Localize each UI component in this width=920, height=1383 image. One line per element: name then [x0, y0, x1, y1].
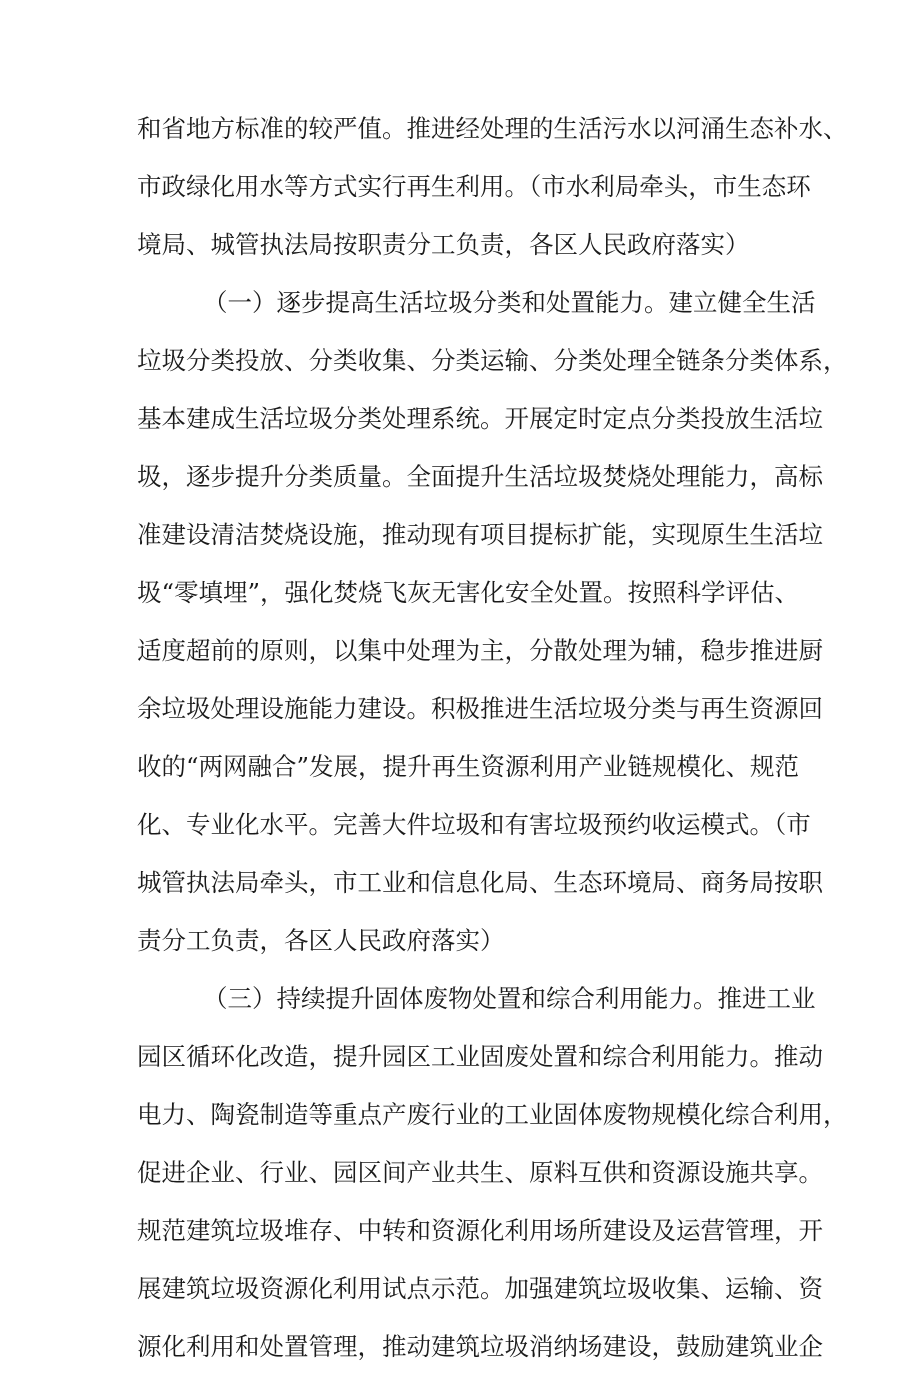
text-line: 源化利用和处置管理，推动建筑垃圾消纳场建设，鼓励建筑业企: [137, 1332, 823, 1361]
text-line: （一）逐步提高生活垃圾分类和处置能力。建立健全生活: [203, 288, 816, 317]
document-body: [137, 107, 848, 1383]
paragraph-2: [137, 281, 848, 977]
text-line: 垃圾分类投放、分类收集、分类运输、分类处理全链条分类体系，: [137, 346, 848, 375]
text-line: 市政绿化用水等方式实行再生利用。（市水利局牵头，市生态环: [137, 172, 811, 201]
text-line: 基本建成生活垃圾分类处理系统。开展定时定点分类投放生活垃: [137, 404, 823, 433]
text-line: （三）持续提升固体废物处置和综合利用能力。推进工业: [203, 984, 816, 1013]
text-line: 园区循环化改造，提升园区工业固废处置和综合利用能力。推动: [137, 1042, 823, 1071]
text-line: 收的“两网融合”发展，提升再生资源利用产业链规模化、规范: [137, 752, 800, 781]
text-line: 境局、城管执法局按职责分工负责，各区人民政府落实）: [137, 230, 750, 259]
text-line: 准建设清洁焚烧设施，推动现有项目提标扩能，实现原生生活垃: [137, 520, 823, 549]
text-line: 圾，逐步提升分类质量。全面提升生活垃圾焚烧处理能力，高标: [137, 462, 823, 491]
text-line: 电力、陶瓷制造等重点产废行业的工业固体废物规模化综合利用，: [137, 1100, 848, 1129]
text-line: 和省地方标准的较严值。推进经处理的生活污水以河涌生态补水、: [137, 114, 848, 143]
text-line: 余垃圾处理设施能力建设。积极推进生活垃圾分类与再生资源回: [137, 694, 823, 723]
paragraph-1: [137, 107, 848, 281]
text-line: 展建筑垃圾资源化利用试点示范。加强建筑垃圾收集、运输、资: [137, 1274, 823, 1303]
text-line: 化、专业化水平。完善大件垃圾和有害垃圾预约收运模式。（市: [137, 810, 811, 839]
text-line: 促进企业、行业、园区间产业共生、原料互供和资源设施共享。: [137, 1158, 823, 1187]
text-line: 城管执法局牵头，市工业和信息化局、生态环境局、商务局按职: [137, 868, 823, 897]
text-line: 适度超前的原则，以集中处理为主，分散处理为辅，稳步推进厨: [137, 636, 823, 665]
text-line: 圾“零填埋”，强化焚烧飞灰无害化安全处置。按照科学评估、: [137, 578, 800, 607]
paragraph-3: [137, 977, 848, 1383]
text-line: 规范建筑垃圾堆存、中转和资源化利用场所建设及运营管理，开: [137, 1216, 823, 1245]
text-line: 责分工负责，各区人民政府落实）: [137, 926, 505, 955]
